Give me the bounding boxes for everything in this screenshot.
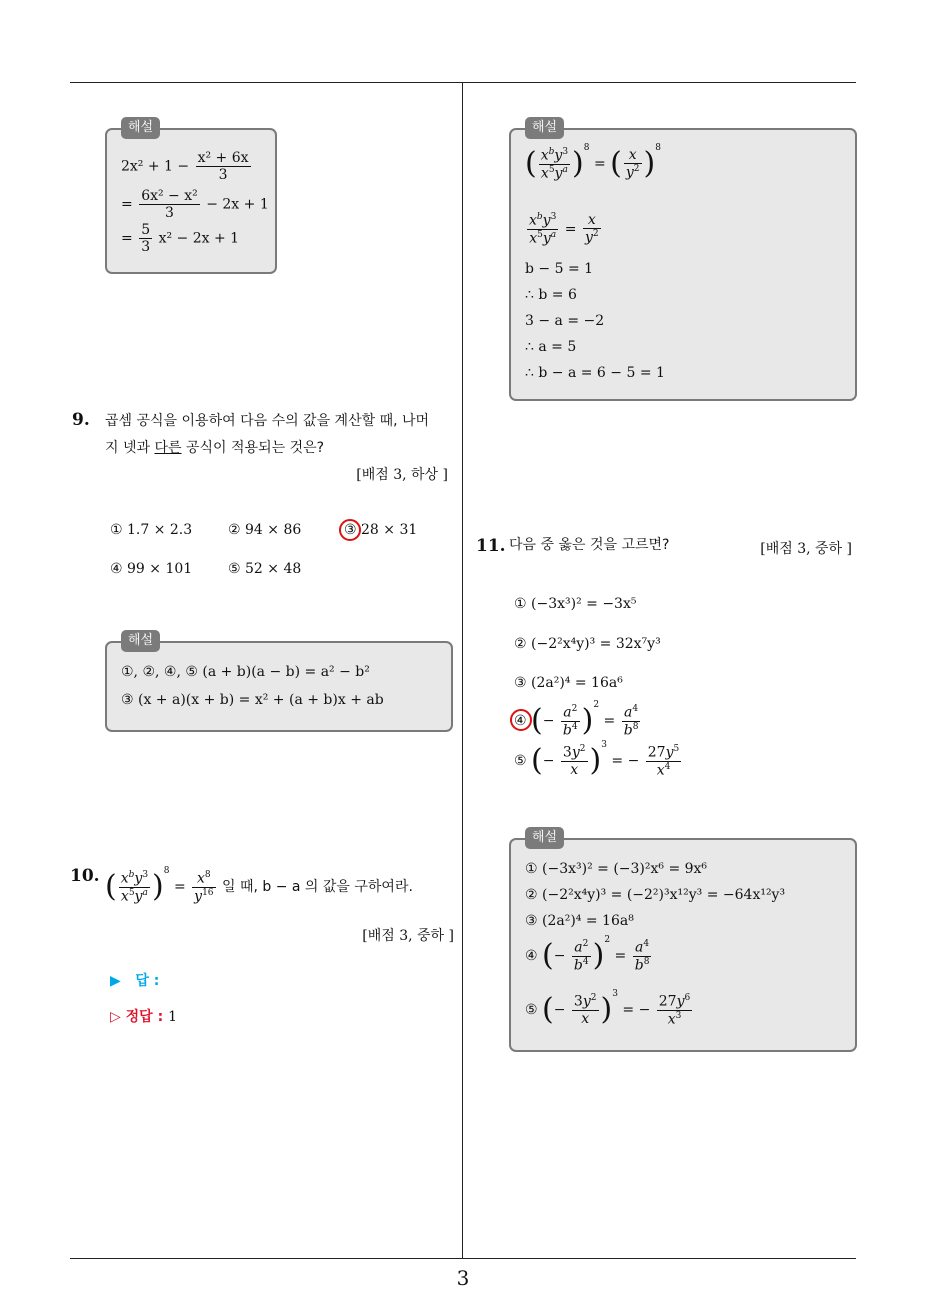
- q11-solution-line-2: ② (−2²x⁴y)³ = (−2²)³x¹²y³ = −64x¹²y³: [525, 887, 786, 903]
- q9-solution-box: [105, 633, 453, 732]
- q9-text: 곱셈 공식을 이용하여 다음 수의 값을 계산할 때, 나머 지 넷과 다른 공식이 적용되는 것은?: [105, 413, 430, 456]
- q9-solution-line-2: ③ (x + a)(x + b) = x² + (a + b)x + ab: [121, 692, 384, 708]
- q11-meta: [배점 3, 중하 ]: [760, 541, 852, 557]
- q11-solution-line-1: ① (−3x³)² = (−3)²x⁶ = 9x⁶: [525, 861, 708, 877]
- q10-solution-line-1: b − 5 = 1: [525, 261, 594, 277]
- page-number: 3: [456, 1266, 470, 1290]
- explanation-tag: 해설: [121, 630, 160, 652]
- q11-choice-2[interactable]: ② (−2²x⁴y)³ = 32x⁷y³: [514, 636, 661, 652]
- q11-choice-1[interactable]: ① (−3x³)² = −3x⁵: [514, 596, 637, 612]
- column-divider: [462, 82, 463, 1258]
- play-icon: ▶: [110, 973, 121, 989]
- q10-meta: [배점 3, 중하 ]: [362, 928, 454, 944]
- q9-choice-4[interactable]: ④ 99 × 101: [110, 561, 193, 577]
- q8-solution-line-1: 2x² + 1 − $\frac{\text{x² + 6x}}{3}$: [121, 150, 249, 184]
- explanation-tag: 해설: [525, 827, 564, 849]
- q8-solution-line-2: = $\frac{\text{6x² − x²}}{3}$ − 2x + 1: [121, 188, 269, 222]
- q11-selected-mark: [510, 709, 532, 731]
- explanation-tag: 해설: [525, 117, 564, 139]
- q11-choice-4[interactable]: ④ (− $\frac{a^2}{b^4}$ )$^2$ = $\frac{a^4}{b^8}$: [514, 700, 639, 739]
- q11-choice-5[interactable]: ⑤ (− $\frac{3y^2}{x}$ )$^3$ = − $\frac{27y^5}{x^4}$: [514, 740, 680, 779]
- q8-solution-line-3: = $\frac{5}{3}$ x² − 2x + 1: [121, 222, 240, 256]
- q10-correct-line: ▷ 정답 : 1: [110, 1009, 177, 1025]
- q10-solution-eq-1: ( $\frac{x^by^3}{x^5y^a}$ )$^8$ = ( $\frac{x}{y^2}$ )$^8$: [525, 143, 661, 182]
- q11-solution-line-5: ⑤ (− $\frac{3y^2}{x}$ )$^3$ = − $\frac{27y^6}{x^3}$: [525, 989, 691, 1028]
- q10-solution-line-2: ∴ b = 6: [525, 287, 577, 303]
- q10-number: 10.: [70, 866, 100, 886]
- q9-meta: [배점 3, 하상 ]: [356, 467, 448, 483]
- q9-choice-1[interactable]: ① 1.7 × 2.3: [110, 522, 193, 538]
- q9-choice-3[interactable]: ③ 28 × 31: [344, 522, 418, 538]
- play-outline-icon: ▷: [110, 1009, 121, 1025]
- q11-text: 다음 중 옳은 것을 고르면?: [509, 537, 670, 553]
- q11-solution-line-4: ④ (− $\frac{a^2}{b^4}$ )$^2$ = $\frac{a^4}{b^8}$: [525, 935, 650, 974]
- explanation-tag: 해설: [121, 117, 160, 139]
- q9-choice-2[interactable]: ② 94 × 86: [228, 522, 302, 538]
- q11-number: 11.: [476, 536, 506, 556]
- q10-solution-line-4: ∴ a = 5: [525, 339, 577, 355]
- q10-solution-eq-2: $\frac{x^by^3}{x^5y^a}$ = $\frac{x}{y^2}$: [529, 212, 599, 247]
- q9-selected-mark: [339, 519, 361, 541]
- q10-solution-line-5: ∴ b − a = 6 − 5 = 1: [525, 365, 665, 381]
- q8-solution-box: [105, 120, 277, 274]
- q11-solution-line-3: ③ (2a²)⁴ = 16a⁸: [525, 913, 634, 929]
- q9-choice-5[interactable]: ⑤ 52 × 48: [228, 561, 302, 577]
- q10-question: ( $\frac{x^by^3}{x^5y^a}$ )$^8$ = $\frac{x^8}{y^{16}}$ 일 때, b − a 의 값을 구하여라.: [105, 866, 413, 905]
- q10-solution-line-3: 3 − a = −2: [525, 313, 605, 329]
- q11-solution-box: [509, 830, 857, 1052]
- q10-solution-box: [509, 120, 857, 401]
- q10-answer-line: ▶ 답 :: [110, 973, 160, 989]
- q9-solution-line-1: ①, ②, ④, ⑤ (a + b)(a − b) = a² − b²: [121, 664, 370, 680]
- q9-number: 9.: [72, 410, 90, 430]
- q11-choice-3[interactable]: ③ (2a²)⁴ = 16a⁶: [514, 675, 623, 691]
- bottom-rule: [70, 1258, 856, 1259]
- top-rule: [70, 82, 856, 83]
